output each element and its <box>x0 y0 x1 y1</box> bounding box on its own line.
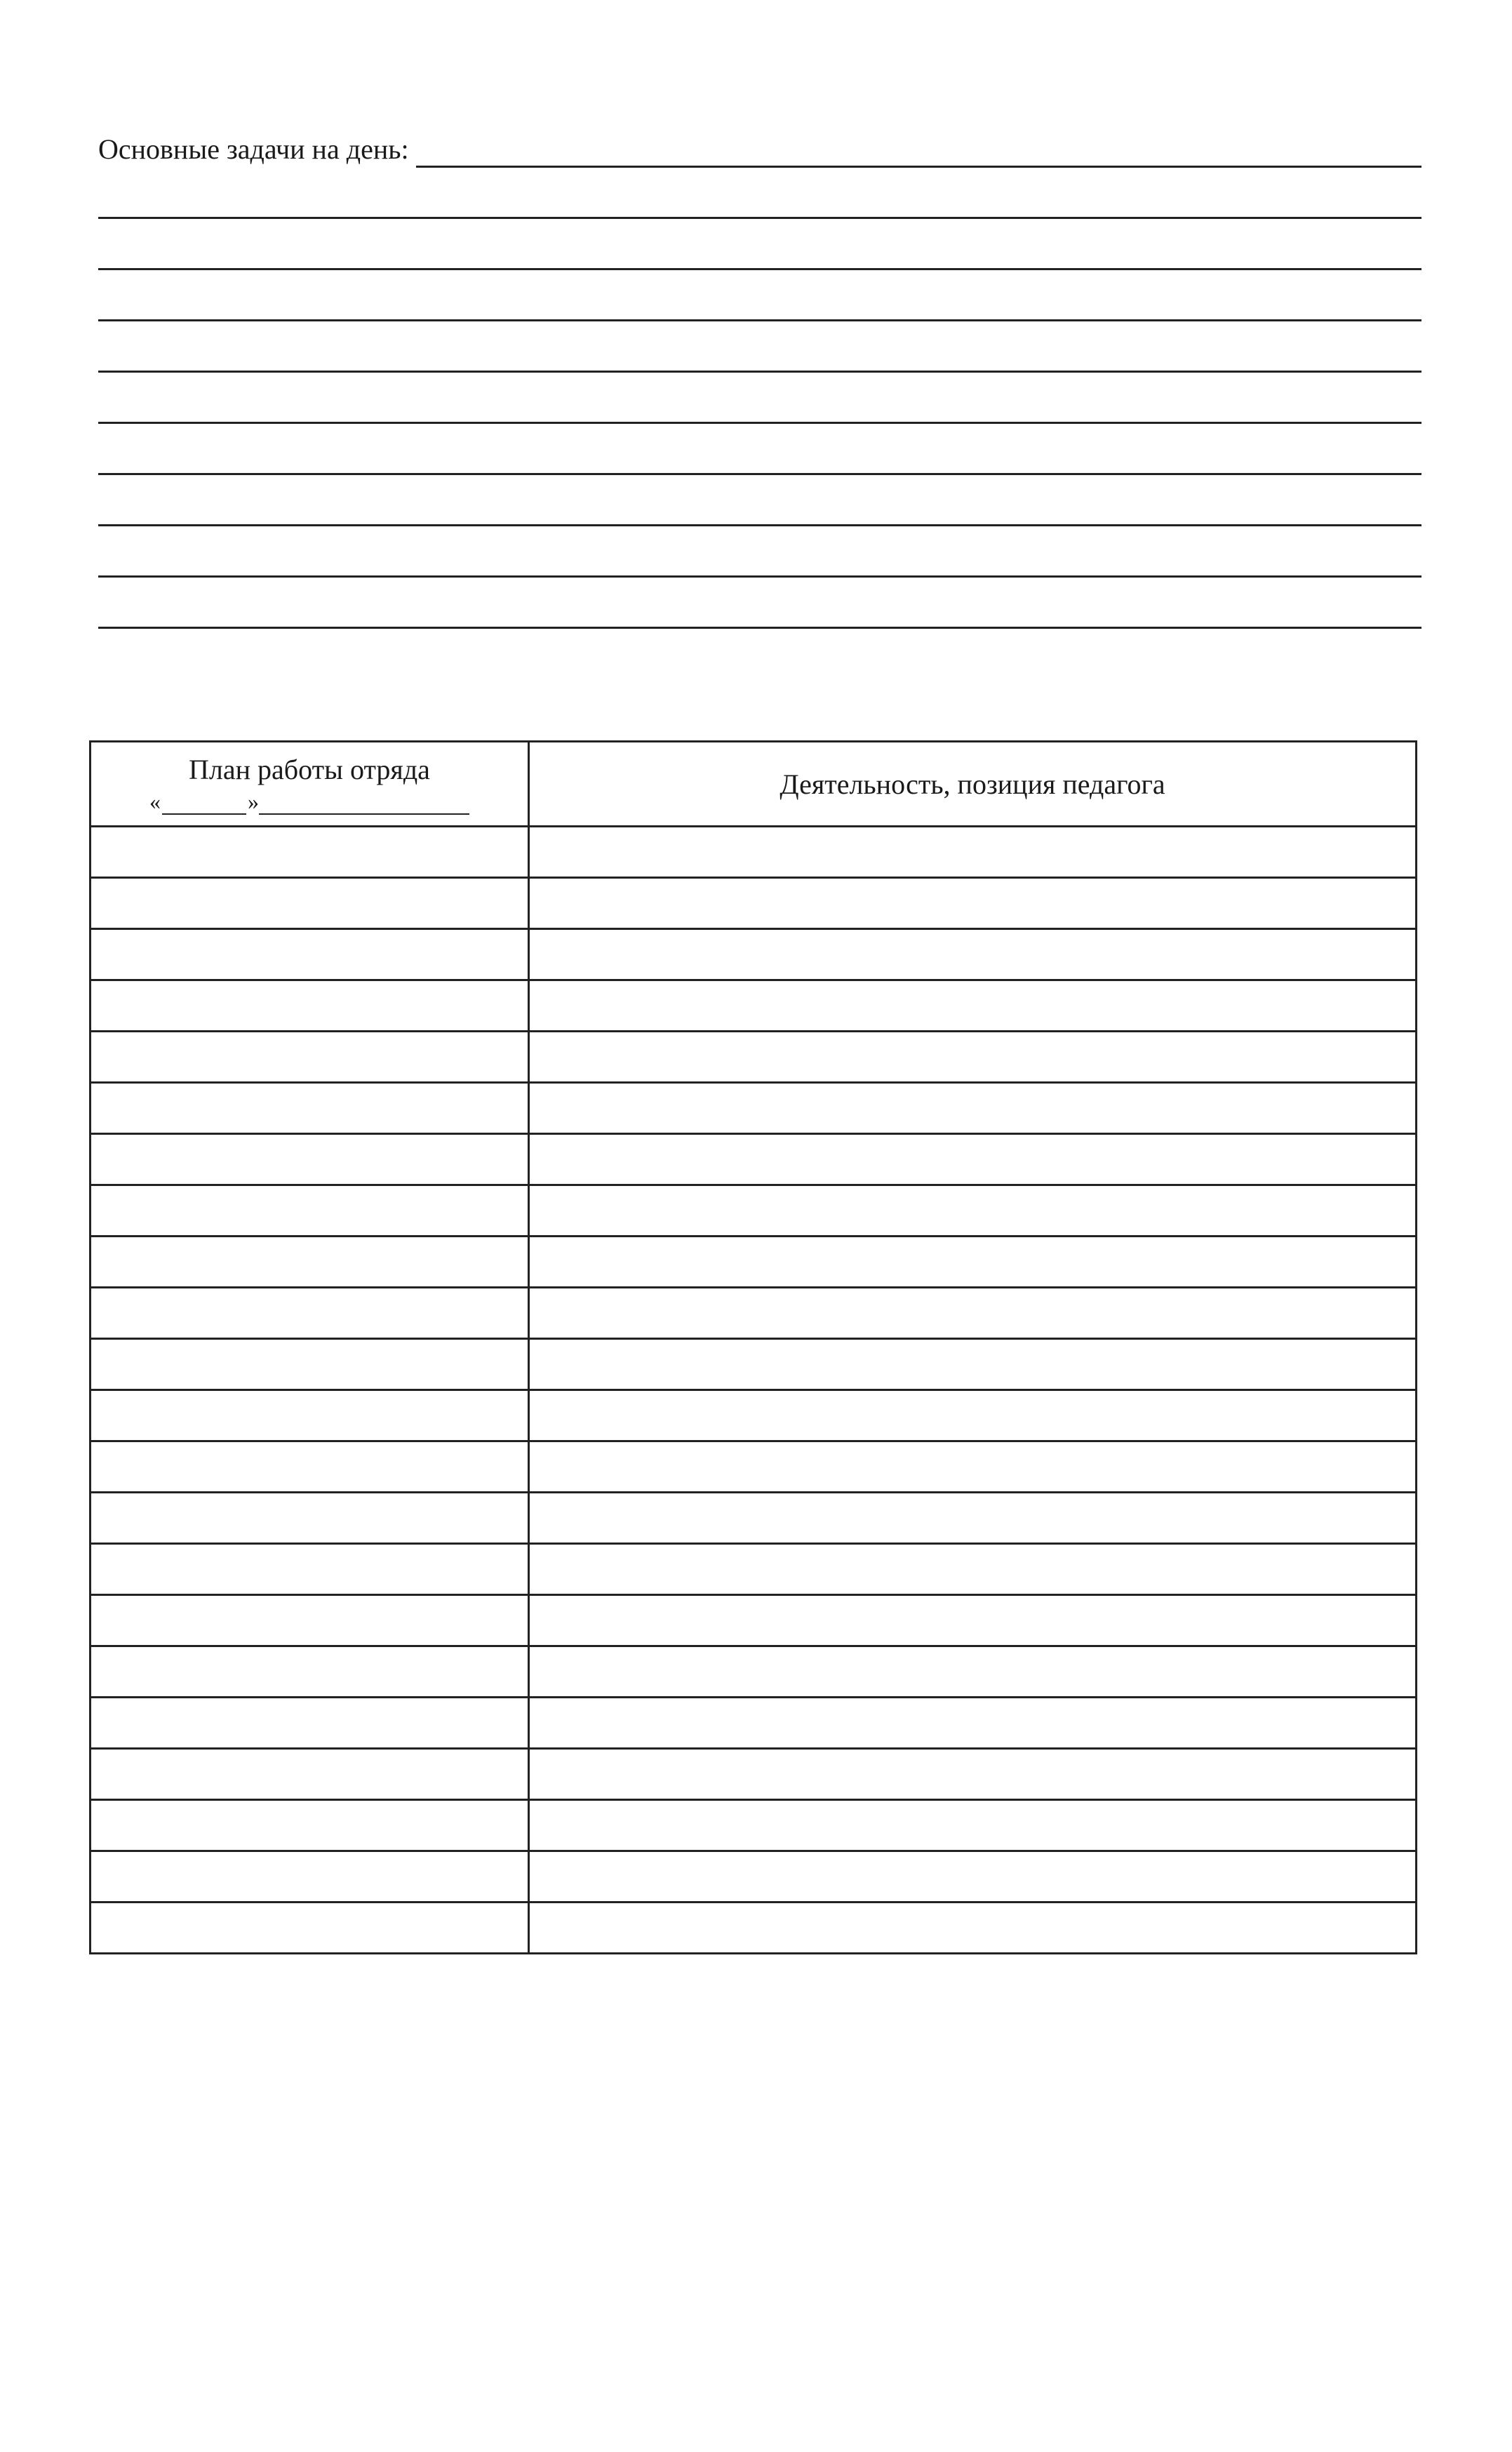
activity-cell[interactable] <box>529 929 1417 980</box>
plan-cell[interactable] <box>91 1185 529 1237</box>
plan-table-header-left <box>91 742 529 827</box>
table-row <box>91 878 1417 929</box>
daily-tasks-line[interactable] <box>98 373 1421 424</box>
activity-cell[interactable] <box>529 1441 1417 1493</box>
table-row <box>91 1493 1417 1544</box>
table-row <box>91 1698 1417 1749</box>
plan-cell[interactable] <box>91 1698 529 1749</box>
table-row <box>91 1339 1417 1390</box>
daily-tasks-lines <box>98 168 1421 629</box>
activity-cell[interactable] <box>529 1749 1417 1800</box>
plan-cell[interactable] <box>91 1493 529 1544</box>
plan-table <box>89 740 1417 1954</box>
plan-cell[interactable] <box>91 1544 529 1595</box>
plan-table-body <box>91 827 1417 1954</box>
daily-tasks-line[interactable] <box>98 219 1421 270</box>
table-row <box>91 1441 1417 1493</box>
table-row <box>91 1544 1417 1595</box>
date-field <box>149 789 469 815</box>
table-row <box>91 1185 1417 1237</box>
daily-tasks-line[interactable] <box>98 526 1421 578</box>
plan-cell[interactable] <box>91 1032 529 1083</box>
date-day-blank[interactable] <box>162 792 246 815</box>
plan-cell[interactable] <box>91 1339 529 1390</box>
table-row <box>91 827 1417 878</box>
plan-cell[interactable] <box>91 827 529 878</box>
activity-cell[interactable] <box>529 1544 1417 1595</box>
date-close-quote: » <box>248 789 259 814</box>
table-row <box>91 929 1417 980</box>
squad-plan-title: План работы отряда <box>189 754 430 785</box>
daily-tasks-input-line[interactable] <box>416 166 1421 168</box>
daily-tasks-line[interactable] <box>98 475 1421 526</box>
daily-tasks-line[interactable] <box>98 424 1421 475</box>
plan-cell[interactable] <box>91 1134 529 1185</box>
activity-cell[interactable] <box>529 1237 1417 1288</box>
table-row <box>91 1903 1417 1954</box>
activity-cell[interactable] <box>529 980 1417 1032</box>
activity-cell[interactable] <box>529 878 1417 929</box>
plan-cell[interactable] <box>91 1237 529 1288</box>
plan-cell[interactable] <box>91 980 529 1032</box>
table-row <box>91 1134 1417 1185</box>
activity-cell[interactable] <box>529 1134 1417 1185</box>
table-row <box>91 1595 1417 1646</box>
plan-table-header-right: Деятельность, позиция педагога <box>529 742 1417 827</box>
plan-cell[interactable] <box>91 1441 529 1493</box>
plan-cell[interactable] <box>91 1390 529 1441</box>
table-row <box>91 1646 1417 1698</box>
plan-cell[interactable] <box>91 1083 529 1134</box>
plan-cell[interactable] <box>91 929 529 980</box>
plan-cell[interactable] <box>91 1749 529 1800</box>
table-row <box>91 1288 1417 1339</box>
table-row <box>91 1390 1417 1441</box>
table-row <box>91 1083 1417 1134</box>
plan-cell[interactable] <box>91 1288 529 1339</box>
activity-cell[interactable] <box>529 1493 1417 1544</box>
daily-tasks-section <box>98 123 1421 629</box>
table-row <box>91 1237 1417 1288</box>
activity-cell[interactable] <box>529 1698 1417 1749</box>
daily-tasks-label: Основные задачи на день: <box>98 133 409 165</box>
activity-cell[interactable] <box>529 1390 1417 1441</box>
plan-cell[interactable] <box>91 878 529 929</box>
daily-tasks-first-line <box>98 123 1421 168</box>
activity-cell[interactable] <box>529 1083 1417 1134</box>
activity-cell[interactable] <box>529 1851 1417 1903</box>
plan-table-header-row <box>91 742 1417 827</box>
daily-tasks-line[interactable] <box>98 270 1421 321</box>
plan-cell[interactable] <box>91 1903 529 1954</box>
daily-tasks-line[interactable] <box>98 578 1421 629</box>
daily-tasks-line[interactable] <box>98 168 1421 219</box>
plan-cell[interactable] <box>91 1646 529 1698</box>
table-row <box>91 1851 1417 1903</box>
plan-cell[interactable] <box>91 1851 529 1903</box>
activity-cell[interactable] <box>529 827 1417 878</box>
date-open-quote: « <box>149 789 161 814</box>
activity-cell[interactable] <box>529 1339 1417 1390</box>
table-row <box>91 980 1417 1032</box>
activity-cell[interactable] <box>529 1903 1417 1954</box>
table-row <box>91 1032 1417 1083</box>
plan-cell[interactable] <box>91 1595 529 1646</box>
activity-cell[interactable] <box>529 1288 1417 1339</box>
activity-cell[interactable] <box>529 1185 1417 1237</box>
plan-cell[interactable] <box>91 1800 529 1851</box>
activity-cell[interactable] <box>529 1595 1417 1646</box>
activity-cell[interactable] <box>529 1800 1417 1851</box>
activity-cell[interactable] <box>529 1032 1417 1083</box>
date-month-blank[interactable] <box>259 792 469 815</box>
table-row <box>91 1800 1417 1851</box>
daily-tasks-line[interactable] <box>98 321 1421 373</box>
table-row <box>91 1749 1417 1800</box>
activity-cell[interactable] <box>529 1646 1417 1698</box>
